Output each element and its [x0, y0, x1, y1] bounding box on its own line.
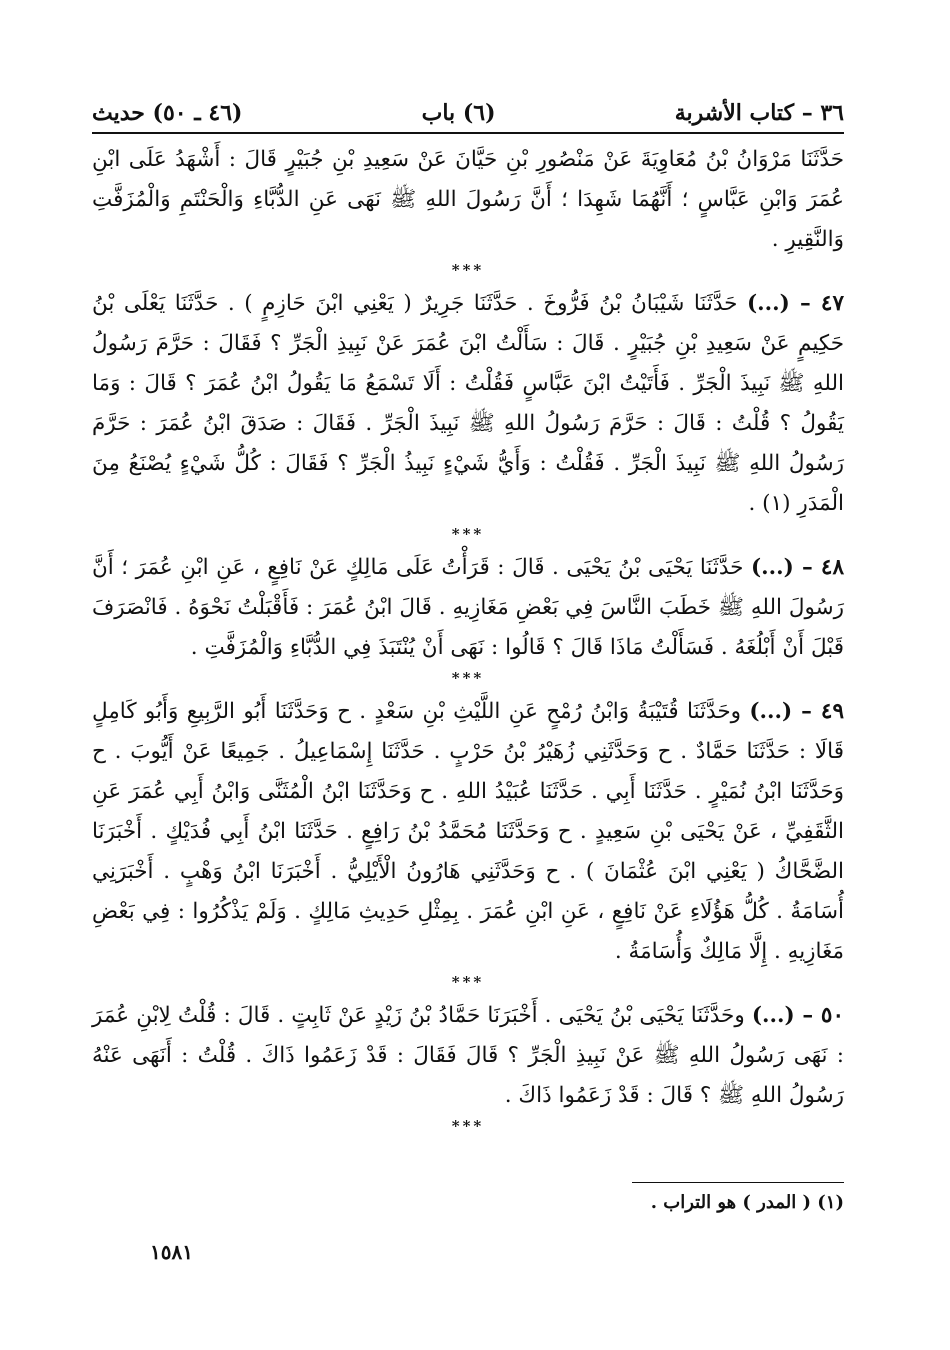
page-number: ١٥٨١	[150, 1240, 193, 1264]
hadith-50	[92, 996, 844, 1116]
separator: ***	[451, 669, 485, 687]
running-header	[92, 96, 844, 130]
hadith-number: ٤٩ – (...)	[749, 699, 844, 724]
separator: ***	[451, 525, 485, 543]
separator: ***	[451, 973, 485, 991]
hadith-number: ٤٨ – (...)	[750, 555, 844, 580]
paragraph-text: حَدَّثَنَا مَرْوَانُ بْنُ مُعَاوِيَةَ عَنْ مَنْصُورِ بْنِ حَيَّانَ عَنْ سَعِيدِ بْنِ جُبَيْرٍ قَالَ : أَشْهَدُ عَلَى ابْنِ عُمَرَ وَابْنِ عَبَّاسٍ ؛ أَنَّهُمَا شَهِدَا ؛ أَنَّ رَسُولَ اللهِ ﷺ نَهَى عَنِ الدُّبَّاءِ وَالْحَنْتَمِ وَالْمُزَفَّتِ وَالنَّقِيرِ .	[92, 147, 844, 252]
footnote: (١) ( المدر ) هو التراب .	[650, 1192, 844, 1213]
header-rule	[92, 132, 844, 134]
paragraph-text: وحَدَّثَنَا قُتَيْبَةُ وَابْنُ رُمْحٍ عَنِ اللَّيْثِ بْنِ سَعْدٍ . ح وَحَدَّثَنَا أَبُو الرَّبِيعِ وَأَبُو كَامِلٍ قَالَا : حَدَّثَنَا حَمَّادٌ . ح وَحَدَّثَنِي زُهَيْرُ بْنُ حَرْبٍ . حَدَّثَنَا إِسْمَاعِيلُ . جَمِيعًا عَنْ أَيُّوبَ . ح وَحَدَّثَنَا ابْنُ نُمَيْرٍ . حَدَّثَنَا أَبِي . حَدَّثَنَا عُبَيْدُ اللهِ . ح وَحَدَّثَنَا ابْنُ الْمُثَنَّى وَابْنُ أَبِي عُمَرَ عَنِ الثَّقَفِيِّ ، عَنْ يَحْيَى بْنِ سَعِيدٍ . ح وَحَدَّثَنَا مُحَمَّدُ بْنُ رَافِعٍ . حَدَّثَنَا ابْنُ أَبِي فُدَيْكٍ . أَخْبَرَنَا الضَّحَّاكُ ( يَعْنِي ابْنَ عُثْمَانَ ) . ح وَحَدَّثَنِي هَارُونُ الْأَيْلِيُّ . أَخْبَرَنَا ابْنُ وَهْبٍ . أَخْبَرَنِي أُسَامَةُ . كُلُّ هَؤُلَاءِ عَنْ نَافِعٍ ، عَنِ ابْنِ عُمَرَ . بِمِثْلِ حَدِيثِ مَالِكٍ . وَلَمْ يَذْكُرُوا : فِي بَعْضِ مَغَازِيهِ . إِلَّا مَالِكٌ وَأُسَامَةُ .	[92, 699, 844, 964]
paragraph-text: وحَدَّثَنَا يَحْيَى بْنُ يَحْيَى . أَخْبَرَنَا حَمَّادُ بْنُ زَيْدٍ عَنْ ثَابِتٍ . قَالَ : قُلْتُ لِابْنِ عُمَرَ : نَهَى رَسُولُ اللهِ ﷺ عَنْ نَبِيذِ الْجَرِّ ؟ قَالَ فَقَالَ : قَدْ زَعَمُوا ذَاكَ . قُلْتُ : أَنَهَى عَنْهُ رَسُولُ اللهِ ﷺ ؟ قَالَ : قَدْ زَعَمُوا ذَاكَ .	[92, 1003, 844, 1108]
hadith-number: ٤٧ – (...)	[747, 291, 844, 316]
hadith-number: ٥٠ – (...)	[751, 1003, 844, 1028]
paragraph-text: حَدَّثَنَا شَيْبَانُ بْنُ فَرُّوخَ . حَدَّثَنَا جَرِيرٌ ( يَعْنِي ابْنَ حَازِمٍ ) . حَدَّثَنَا يَعْلَى بْنُ حَكِيمٍ عَنْ سَعِيدِ بْنِ جُبَيْرٍ . قَالَ : سَأَلْتُ ابْنَ عُمَرَ عَنْ نَبِيذِ الْجَرِّ ؟ فَقَالَ : حَرَّمَ رَسُولُ اللهِ ﷺ نَبِيذَ الْجَرِّ . فَأَتَيْتُ ابْنَ عَبَّاسٍ فَقُلْتُ : أَلَا تَسْمَعُ مَا يَقُولُ ابْنُ عُمَرَ ؟ قَالَ : وَمَا يَقُولُ ؟ قُلْتُ : قَالَ : حَرَّمَ رَسُولُ اللهِ ﷺ نَبِيذَ الْجَرِّ . فَقَالَ : صَدَقَ ابْنُ عُمَرَ : حَرَّمَ رَسُولُ اللهِ ﷺ نَبِيذَ الْجَرِّ . فَقُلْتُ : وَأَيُّ شَيْءٍ نَبِيذُ الْجَرِّ ؟ فَقَالَ : كُلُّ شَيْءٍ يُصْنَعُ مِنَ الْمَدَرِ (١) .	[92, 291, 844, 516]
separator: ***	[451, 261, 485, 279]
main-text	[92, 140, 844, 1140]
hadith-47	[92, 284, 844, 524]
header-book-title: ٣٦ – كتاب الأشربة	[674, 100, 844, 126]
separator: ***	[451, 1117, 485, 1135]
hadith-49	[92, 692, 844, 972]
paragraph-text: حَدَّثَنَا يَحْيَى بْنُ يَحْيَى . قَالَ : قَرَأْتُ عَلَى مَالِكٍ عَنْ نَافِعٍ ، عَنِ ابْنِ عُمَرَ ؛ أَنَّ رَسُولَ اللهِ ﷺ خَطَبَ النَّاسَ فِي بَعْضِ مَغَازِيهِ . قَالَ ابْنُ عُمَرَ : فَأَقْبَلْتُ نَحْوَهُ . فَانْصَرَفَ قَبْلَ أَنْ أَبْلُغَهُ . فَسَأَلْتُ مَاذَا قَالَ ؟ قَالُوا : نَهَى أَنْ يُنْتَبَذَ فِي الدُّبَّاءِ وَالْمُزَفَّتِ .	[92, 555, 844, 660]
hadith-48	[92, 548, 844, 668]
hadith-46-continuation	[92, 140, 844, 260]
header-chapter: (٦) باب	[421, 100, 496, 126]
footnote-rule	[632, 1182, 844, 1183]
header-hadith-range: (٤٦ ـ ٥٠) حديث	[92, 100, 243, 126]
